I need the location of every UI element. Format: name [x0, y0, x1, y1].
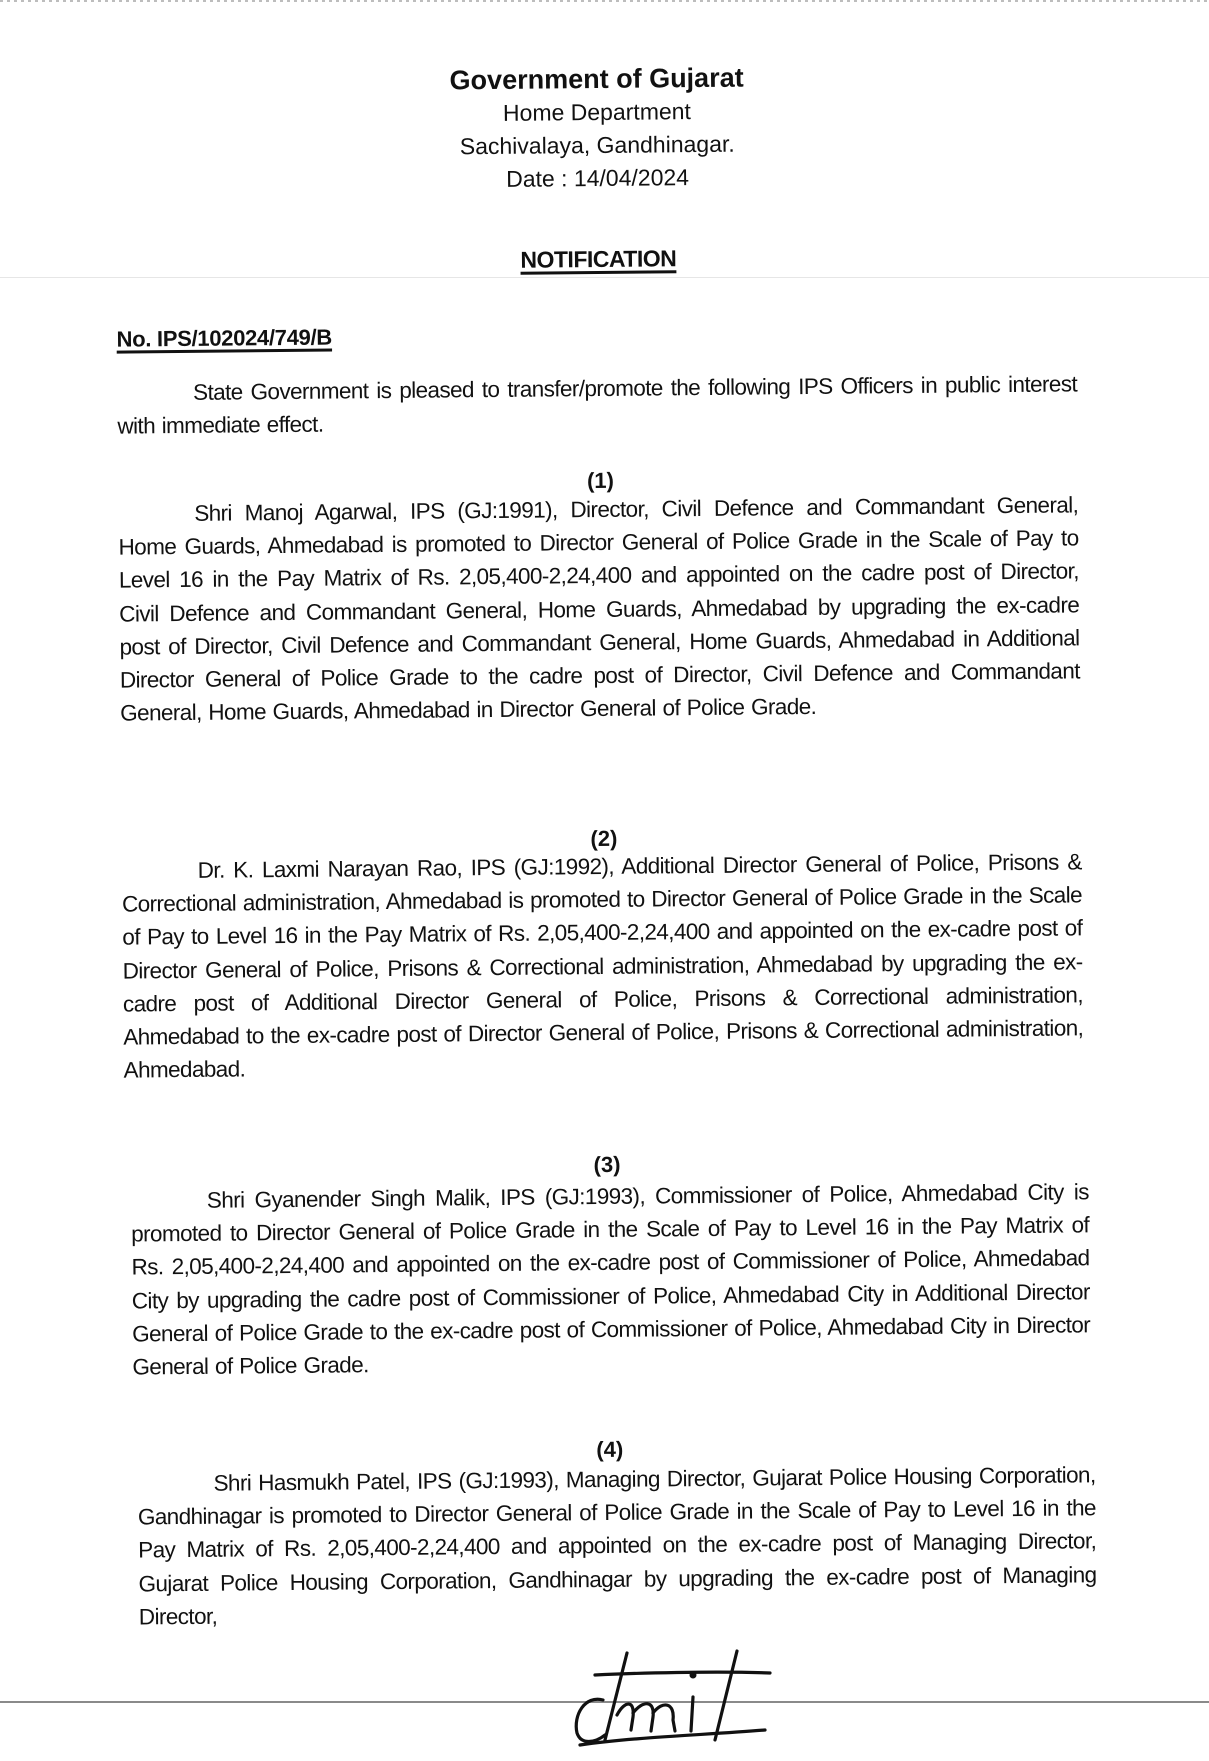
office-address: Sachivalaya, Gandhinagar.: [459, 130, 735, 160]
letterhead: [0, 56, 1202, 201]
notification-heading: [0, 240, 1203, 279]
item-paragraph: [118, 488, 1080, 730]
item-number: (3): [593, 1151, 621, 1178]
signature-stroke: [715, 1651, 737, 1740]
intro-paragraph: [117, 367, 1078, 443]
signature-stroke: [691, 1697, 693, 1731]
item-paragraph: [122, 845, 1084, 1087]
item-number: (2): [590, 825, 618, 852]
item-text: Shri Hasmukh Patel, IPS (GJ:1993), Managing Director, Gujarat Police Housing Corporation, Gandhinagar is promoted to Director General of Police Grade in the Scale of Pay to Level 16 in the Pay Matrix of Rs. 2,05,400-2,24,400 and appointed on the ex-cadre post of Managing Director, Gujarat Police Housing Corporation, Gandhinagar by upgrading the ex-cadre post of Managing Director,: [137, 1462, 1097, 1630]
item-number: (4): [596, 1436, 624, 1463]
signature-stroke: [605, 1653, 627, 1740]
item-paragraph: [137, 1458, 1097, 1633]
item-text: Shri Gyanender Singh Malik, IPS (GJ:1993), Commissioner of Police, Ahmedabad City is promoted to Director General of Police Grade in the Scale of Pay to Level 16 in the Pay Matrix of Rs. 2,05,400-2,24,400 and appointed on the ex-cadre post of Commissioner of Police, Ahmedabad City by upgrading the cadre post of Commissioner of Police, Ahmedabad City in Additional Director General of Police Grade to the ex-cadre post of Commissioner of Police, Ahmedabad City in Director General of Police Grade.: [131, 1179, 1091, 1380]
document-date: Date : 14/04/2024: [506, 164, 690, 192]
signature-dot: [690, 1672, 697, 1679]
item-text: Dr. K. Laxmi Narayan Rao, IPS (GJ:1992), Additional Director General of Police, Prisons & Correctional administration, Ahmedabad is promoted to Director General of Police Grade in the Scale of Pay to Level 16 in the Pay Matrix of Rs. 2,05,400-2,24,400 and appointed on the ex-cadre post of Director General of Police, Prisons & Correctional administration, Ahmedabad by upgrading the ex-cadre post of Additional Director General of Police, Prisons & Correctional administration, Ahmedabad to the ex-cadre post of Director General of Police, Prisons & Correctional administration, Ahmedabad.: [121, 849, 1084, 1083]
intro-text: State Government is pleased to transfer/promote the following IPS Officers in public interest with immediate effect.: [117, 371, 1078, 439]
item-paragraph: [131, 1175, 1091, 1383]
department-name: Home Department: [502, 98, 692, 126]
signature-stroke: [617, 1704, 675, 1731]
government-name: Government of Gujarat: [449, 62, 744, 96]
item-text: Shri Manoj Agarwal, IPS (GJ:1991), Director, Civil Defence and Commandant General, Home Guards, Ahmedabad is promoted to Director General of Police Grade in the Scale of Pay to Level 16 in the Pay Matrix of Rs. 2,05,400-2,24,400 and appointed on the cadre post of Director, Civil Defence and Commandant General, Home Guards, Ahmedabad by upgrading the ex-cadre post of Director, Civil Defence and Commandant General, Home Guards, Ahmedabad in Additional Director General of Police Grade to the cadre post of Director, Civil Defence and Commandant General, Home Guards, Ahmedabad in Director General of Police Grade.: [118, 492, 1080, 726]
signature-icon: [565, 1645, 785, 1755]
item-number: (1): [586, 467, 615, 494]
signature-stroke: [576, 1699, 605, 1741]
notification-title: NOTIFICATION: [520, 245, 677, 273]
reference-number: No. IPS/102024/749/B: [116, 324, 333, 352]
